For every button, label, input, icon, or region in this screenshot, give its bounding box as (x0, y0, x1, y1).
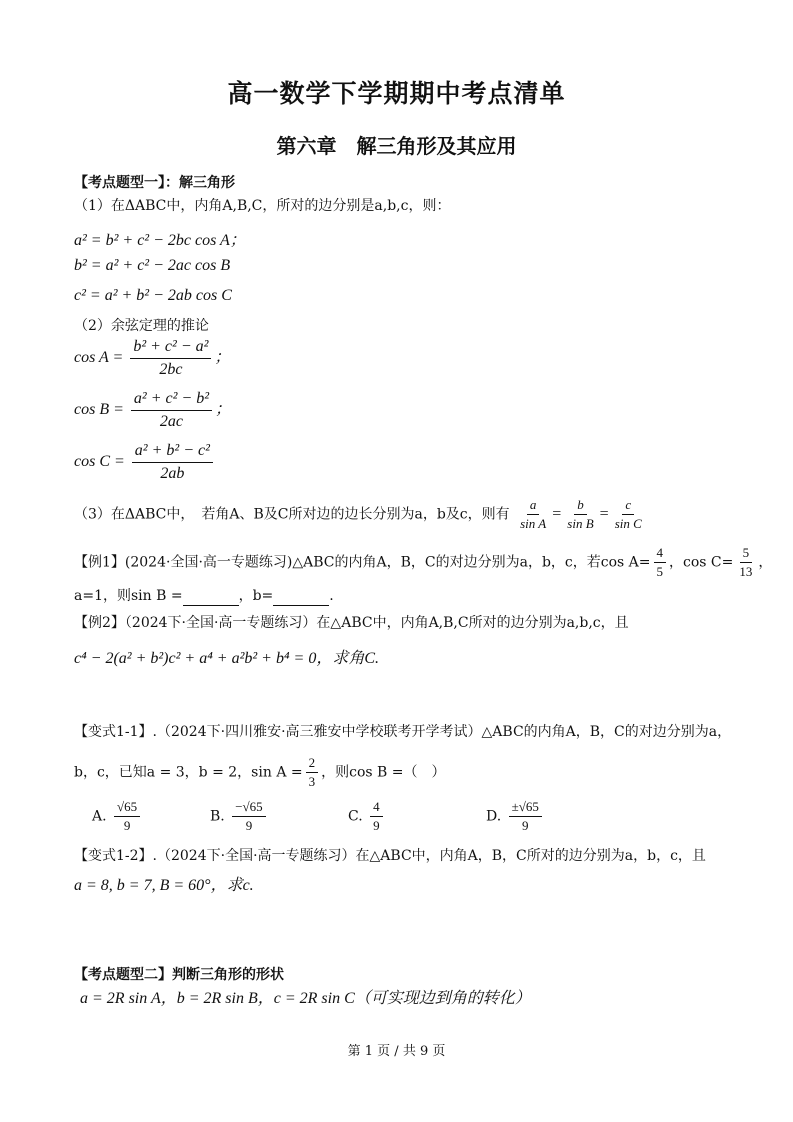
example-1-text: 【例1】(2024·全国·高一专题练习)△ABC的内角A，B，C的对边分别为a，b，c，若cos A= (74, 554, 651, 571)
example-1-period: . (329, 588, 334, 604)
option-d-den: 9 (522, 818, 529, 833)
option-b[interactable] (210, 800, 269, 833)
option-c-den: 9 (373, 818, 380, 833)
law-of-cosines-b: b² = a² + c² − 2ac cos B (74, 257, 231, 274)
option-a-num: √65 (114, 800, 140, 817)
cosB-lhs: cos B = (74, 401, 124, 419)
type1-p1: （1）在ΔABC中，内角A,B,C，所对的边分别是a,b,c，则： (74, 198, 451, 214)
option-a-den: 9 (123, 818, 131, 833)
cosC-denominator: 2ab (160, 465, 185, 482)
sine-eq-2: = (599, 505, 609, 523)
chapter-title: 第六章 解三角形及其应用 (276, 134, 517, 158)
example-1 (74, 546, 772, 579)
type1-p3-text: （3）在ΔABC中， 若角A、B及C所对边的边长分别为a，b及c，则有 (74, 506, 510, 523)
page-title: 高一数学下学期期中考点清单 (227, 79, 566, 108)
option-d-num: ±√65 (509, 800, 542, 817)
page-footer: 第 1 页 / 共 9 页 (347, 1044, 446, 1059)
type1-p2: （2）余弦定理的推论 (74, 318, 209, 334)
option-c-num: 4 (370, 800, 383, 817)
variant-1-2-line2: a = 8, b = 7, B = 60°，求c. (74, 877, 254, 894)
sine-b: b (574, 498, 587, 515)
type2-formula: a = 2R sin A，b = 2R sin B，c = 2R sin C（可实现边到角的转化） (80, 990, 531, 1007)
example-1-frac1-den: 5 (656, 564, 664, 579)
cosB-denominator: 2ac (159, 413, 183, 430)
sine-sinA: sin A (520, 516, 547, 531)
answer-blank-2[interactable] (273, 591, 329, 606)
option-d[interactable] (486, 800, 545, 833)
cosB-end: ； (215, 401, 232, 419)
type1-p3 (74, 498, 648, 531)
option-a[interactable] (92, 800, 143, 833)
example-1-mid: ，cos C= (669, 554, 734, 571)
option-b-label: B. (210, 808, 225, 825)
example-2: 【例2】（2024下·全国·高一专题练习）在△ABC中，内角A,B,C所对的边分别为a,b,c，且 (74, 615, 629, 631)
example-1-frac2-den: 13 (739, 564, 753, 579)
option-d-label: D. (486, 808, 502, 825)
example-1-b: ，b= (238, 588, 274, 604)
type1-heading: 【考点题型一】：解三角形 (74, 175, 235, 191)
cosC-lhs: cos C = (74, 453, 125, 471)
sine-sinB: sin B (567, 516, 594, 531)
sine-a: a (527, 498, 540, 515)
type2-heading: 【考点题型二】判断三角形的形状 (74, 967, 284, 983)
law-of-cosines-a: a² = b² + c² − 2bc cos A； (74, 232, 246, 249)
cosB-formula (74, 390, 231, 431)
option-c-label: C. (348, 808, 363, 825)
variant-1-2: 【变式1-2】.（2024下·全国·高一专题练习）在△ABC中，内角A，B，C所对的边分别为a，b，c，且 (74, 848, 706, 864)
variant-1-1-given: b，c，已知a = 3，b = 2，sin A = (74, 764, 303, 781)
example-1-line2 (74, 586, 334, 606)
sine-eq-1: = (552, 505, 562, 523)
example-1-frac2-num: 5 (740, 546, 753, 563)
option-b-den: 9 (245, 818, 253, 833)
cosC-numerator: a² + b² − c² (132, 442, 213, 463)
cosA-formula (74, 338, 230, 379)
sine-sinC: sin C (614, 516, 642, 531)
answer-blank-1[interactable] (183, 591, 239, 606)
law-of-cosines-c: c² = a² + b² − 2ab cos C (74, 287, 232, 304)
example-2-equation: c⁴ − 2(a² + b²)c² + a⁴ + a²b² + b⁴ = 0，求角C. (74, 650, 379, 667)
cosA-end: ； (214, 349, 231, 367)
cosA-denominator: 2bc (159, 361, 183, 378)
option-c[interactable] (348, 800, 386, 833)
variant-1-1-question: ，则cos B =（ ） (321, 764, 446, 781)
example-1-frac1-num: 4 (654, 546, 667, 563)
variant-1-1-frac-num: 2 (306, 756, 319, 773)
cosA-numerator: b² + c² − a² (130, 338, 211, 359)
cosB-numerator: a² + c² − b² (131, 390, 212, 411)
sine-c: c (622, 498, 634, 515)
cosC-formula (74, 442, 216, 483)
variant-1-1-line2 (74, 756, 445, 789)
variant-1-1: 【变式1-1】.（2024下·四川雅安·高三雅安中学校联考开学考试）△ABC的内角A，B，C的对边分别为a， (74, 724, 732, 740)
cosA-lhs: cos A = (74, 349, 124, 367)
variant-1-1-frac-den: 3 (308, 774, 316, 789)
example-1-end: ， (758, 554, 773, 571)
example-1-sinB: a=1，则sin B = (74, 588, 183, 604)
option-a-label: A. (92, 808, 107, 825)
option-b-num: −√65 (232, 800, 265, 817)
